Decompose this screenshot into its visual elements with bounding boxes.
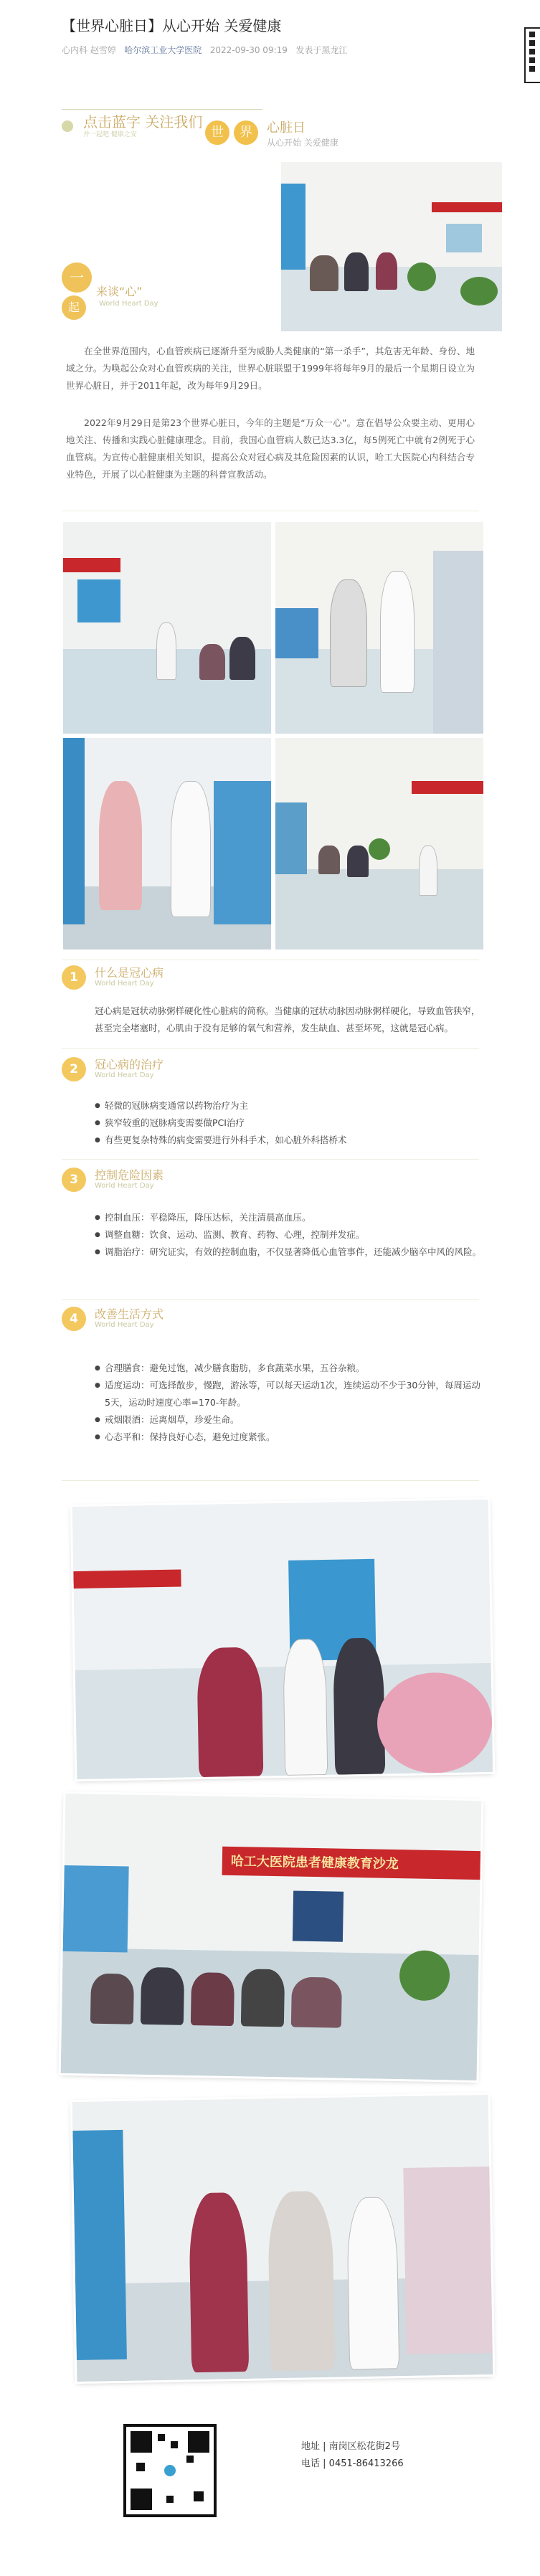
address-label: 地址 <box>301 2441 321 2452</box>
list-item: ● 轻微的冠脉病变通常以药物治疗为主 <box>95 1097 483 1114</box>
photo-health-salon <box>61 1794 482 2080</box>
intro-en: World Heart Day <box>99 300 158 308</box>
phone-label: 电话 <box>301 2458 321 2469</box>
intro-label: 来谈“心” <box>96 285 143 298</box>
footer-address: 地址 | 南岗区松花街2号 <box>301 2441 400 2452</box>
list-item: ● 有些更复杂特殊的病变需要进行外科手术，如心脏外科搭桥术 <box>95 1132 483 1149</box>
account-name-link[interactable]: 哈尔滨工业大学医院 <box>124 45 202 55</box>
slogan-main: 点击蓝字 关注我们 <box>83 113 203 131</box>
list-item: ● 狭窄较重的冠脉病变需要做PCI治疗 <box>95 1114 483 1132</box>
section-1-number: 1 <box>62 965 86 990</box>
photo-grid-3 <box>63 738 271 950</box>
heart-day-title: 心脏日 <box>267 120 305 136</box>
list-item: ● 适度运动：可选择散步，慢跑，游泳等，可以每天运动1次，连续运动不少于30分钟，每周运动5天，运动时速度心率=170-年龄。 <box>95 1377 483 1411</box>
section-4-number: 4 <box>62 1307 86 1331</box>
section-1-title: 什么是冠心病 <box>95 966 164 980</box>
circle-char-2: 界 <box>234 120 258 145</box>
list-item: ● 心态平和：保持良好心态，避免过度紧张。 <box>95 1429 483 1446</box>
section-1-en: World Heart Day <box>95 980 154 988</box>
article-title: 【世界心脏日】从心开始 关爱健康 <box>62 17 282 34</box>
photo-grid-2 <box>275 522 483 734</box>
photo-grid-4 <box>275 738 483 950</box>
publish-location: 发表于黑龙江 <box>295 45 348 55</box>
photo-banner-1: 哈工大医院患者健康教育沙龙 <box>230 1854 399 1872</box>
section-3-number: 3 <box>62 1168 86 1192</box>
divider <box>62 109 262 110</box>
divider <box>62 1159 479 1160</box>
author: 心内科 赵雪婷 <box>62 45 116 55</box>
section-3-list <box>95 1209 483 1261</box>
intro-glyph-top: 一 <box>62 262 92 293</box>
section-4-en: World Heart Day <box>95 1321 154 1329</box>
section-2-title: 冠心病的治疗 <box>95 1058 164 1071</box>
article-meta <box>62 43 478 57</box>
section-2-en: World Heart Day <box>95 1071 154 1079</box>
divider <box>62 1048 479 1049</box>
photo-doctor-patient <box>72 2095 493 2382</box>
list-item: ● 调脂治疗：研究证实，有效的控制血脂，不仅显著降低心血管事件，还能减少脑卒中风的风险。 <box>95 1244 483 1261</box>
section-2-list <box>95 1097 483 1149</box>
side-qr-code-icon[interactable] <box>524 27 540 83</box>
intro-paragraph-1: 在全世界范围内，心血管疾病已逐渐升至为威胁人类健康的“第一杀手”，其危害无年龄、身份、地域之分。为唤起公众对心血管疾病的关注，世界心脏联盟于1999年将每年9月的最后一个星期日设立为世界心脏日，并于2011年起，改为每年9月29日。 <box>66 346 475 391</box>
divider <box>62 1480 479 1481</box>
list-item: ● 戒烟限酒：远离烟草，珍爱生命。 <box>95 1411 483 1429</box>
article-header <box>0 0 540 57</box>
circle-char-1: 世 <box>205 120 229 145</box>
heart-day-sub: 从心开始 关爱健康 <box>267 138 338 148</box>
list-item: ● 控制血压：平稳降压，降压达标，关注清晨高血压。 <box>95 1209 483 1226</box>
section-3-title: 控制危险因素 <box>95 1168 164 1182</box>
section-4-list <box>95 1360 483 1446</box>
list-item: ● 合理膳食：避免过饱，减少膳食脂肪，多食蔬菜水果，五谷杂粮。 <box>95 1360 483 1377</box>
intro-glyph-bottom: 起 <box>62 295 86 320</box>
list-item: ● 调整血糖：饮食、运动、监测、教育、药物、心理，控制并发症。 <box>95 1226 483 1244</box>
divider <box>62 1299 479 1300</box>
section-1-body: 冠心病是冠状动脉粥样硬化性心脏病的简称。当健康的冠状动脉因动脉粥样硬化，导致血管狭窄，甚至完全堵塞时，心肌由于没有足够的氧气和营养，发生缺血、甚至坏死，这就是冠心病。 <box>95 1005 480 1033</box>
phone-value: 0451-86413266 <box>328 2458 404 2469</box>
slogan-sub: 并一起吧 健康之安 <box>83 131 137 138</box>
section-3-en: World Heart Day <box>95 1182 154 1190</box>
photo-grid-1 <box>63 522 271 734</box>
section-4-title: 改善生活方式 <box>95 1307 164 1321</box>
footer-phone: 电话 | 0451-86413266 <box>301 2458 404 2469</box>
slogan-dot <box>62 120 73 132</box>
section-2-number: 2 <box>62 1057 86 1081</box>
intro-paragraph-2: 2022年9月29日是第23个世界心脏日，今年的主题是“万众一心”。意在倡导公众要主动、更用心地关注、传播和实践心脏健康理念。目前，我国心血管病人数已达3.3亿，每5例死亡中就有2例死于心血管病。为宣传心脏健康相关知识，提高公众对冠心病及其危险因素的认识，哈工大医院心内科结合专业特色，开展了以心脏健康为主题的科普宣教活动。 <box>66 417 475 480</box>
qr-code-image <box>123 2424 217 2517</box>
address-value: 南岗区松花街2号 <box>328 2441 400 2452</box>
publish-time: 2022-09-30 09:19 <box>209 45 288 55</box>
photo-consultation <box>72 1500 493 1779</box>
photo-nurse-station <box>281 162 502 331</box>
